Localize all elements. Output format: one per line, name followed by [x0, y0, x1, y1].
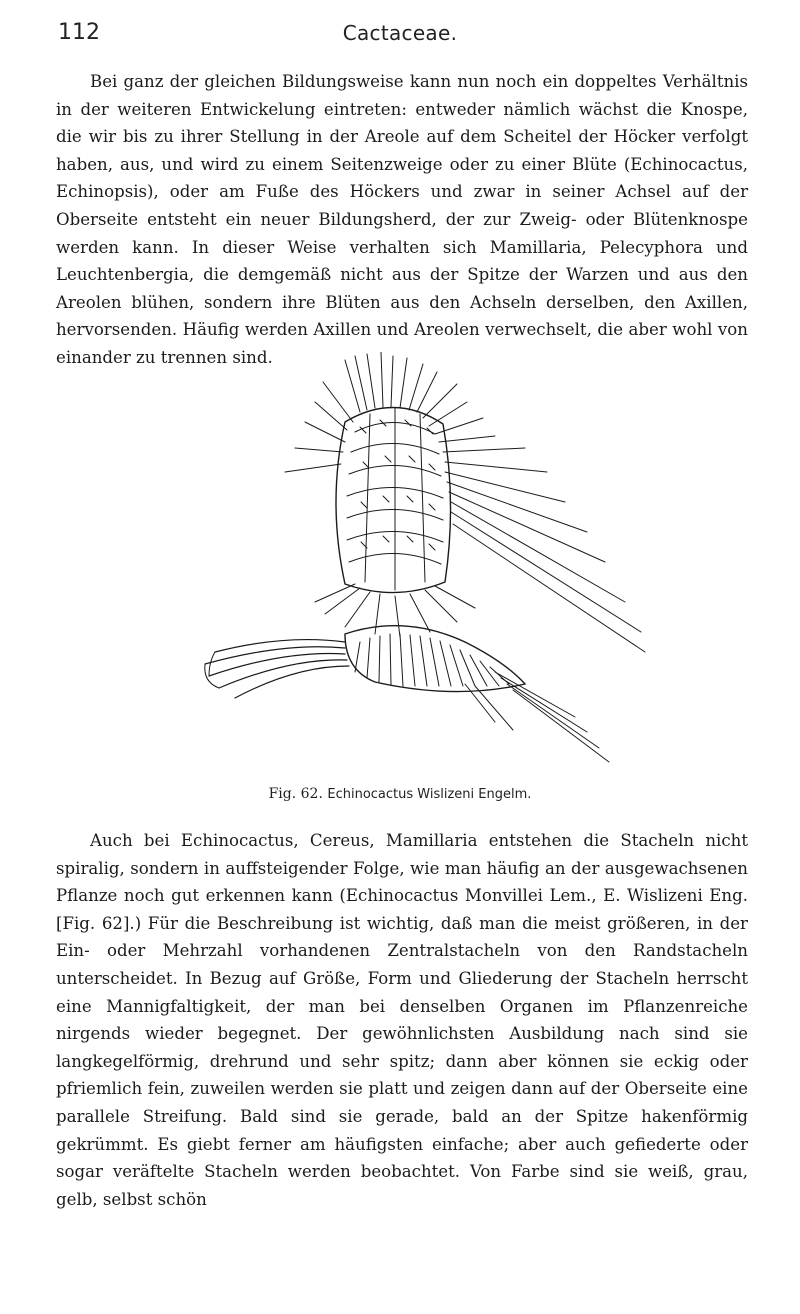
- cactus-engraving: [195, 352, 665, 772]
- figure-62-illustration: [195, 352, 665, 772]
- paragraph-1: Bei ganz der gleichen Bildungsweise kann nun noch ein doppeltes Verhältnis in der weiteren Entwickelung eintreten: entweder nämlich wächst die Knospe, die wir bis zu ihrer Stellung in der Areole auf dem Scheitel der Höcker verfolgt haben, aus, und wird zu einem Seitenzweige oder zu einer Blüte (Echinocactus, Echinopsis), oder am Fuße des Höckers und zwar in seiner Achsel auf der Oberseite entsteht ein neuer Bildungsherd, der zur Zweig- oder Blütenknospe werden kann. In dieser Weise verhalten sich Mamillaria, Pelecyphora und Leuchtenbergia, die demgemäß nicht aus der Spitze der Warzen und aus den Areolen blühen, sondern ihre Blüten aus den Achseln derselben, den Axillen, hervorsenden. Häufig werden Axillen und Areolen verwechselt, die aber wohl von einander zu trennen sind.: [56, 72, 748, 367]
- figure-label: Fig. 62.: [268, 786, 323, 802]
- running-title: Cactaceae.: [342, 21, 458, 45]
- paragraph-2: Auch bei Echinocactus, Cereus, Mamillaria entstehen die Stacheln nicht spiralig, sondern in auffsteigender Folge, wie man häufig an der ausgewachsenen Pflanze noch gut erkennen kann (Echinocactus Monvillei Lem., E. Wislizeni Eng. [Fig. 62].) Für die Beschreibung ist wichtig, daß man die meist größeren, in der Ein- oder Mehrzahl vorhandenen Zentralstacheln von den Randstacheln unterscheidet. In Bezug auf Größe, Form und Gliederung der Stacheln herrscht eine Mannigfaltigkeit, der man bei denselben Organen im Pflanzenreiche nirgends wieder begegnet. Der gewöhnlichsten Ausbildung nach sind sie langkegelförmig, drehrund und sehr spitz; dann aber können sie eckig oder pfriemlich fein, zuweilen werden sie platt und zeigen dann auf der Oberseite eine parallele Streifung. Bald sind sie gerade, bald an der Spitze hakenförmig gekrümmt. Es giebt ferner am häufigsten einfache; aber auch gefiederte oder sogar veräftelte Stacheln werden beobachtet. Von Farbe sind sie weiß, grau, gelb, selbst schön: [56, 831, 748, 1209]
- figure-species-name: Echinocactus Wislizeni Engelm.: [327, 787, 532, 802]
- page-number: 112: [58, 20, 100, 45]
- figure-caption: [0, 786, 800, 802]
